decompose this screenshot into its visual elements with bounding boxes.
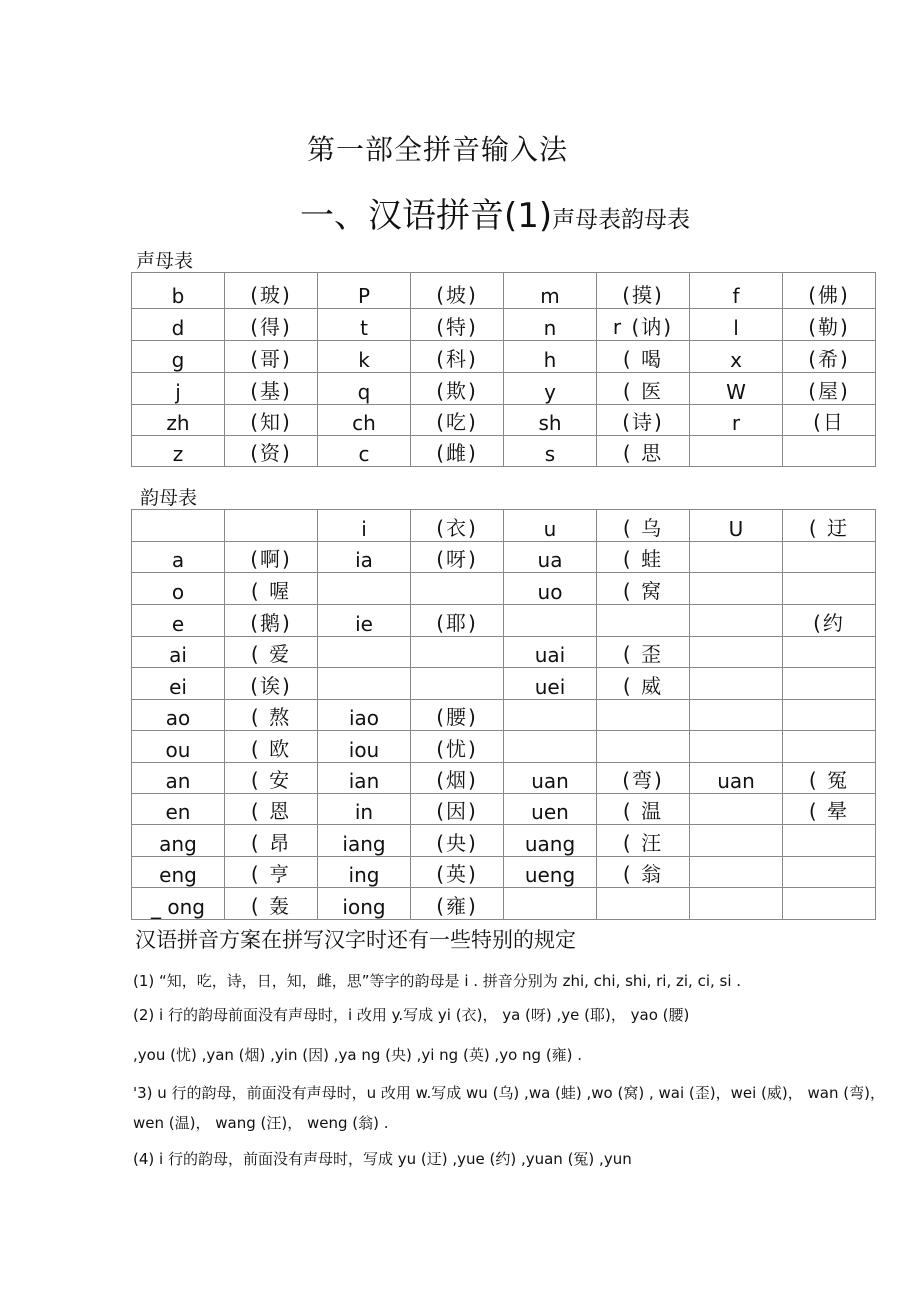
table-cell: (希)	[783, 341, 876, 373]
table-cell: ( 熬	[225, 700, 318, 731]
table-cell: ao	[132, 700, 225, 731]
table-cell	[225, 510, 318, 542]
table-row	[132, 573, 876, 605]
table-cell: (雍)	[411, 888, 504, 920]
table-cell: (玻)	[225, 273, 318, 309]
table-cell: (呀)	[411, 542, 504, 573]
table-cell: ( 喝	[597, 341, 690, 373]
table-cell: (科)	[411, 341, 504, 373]
initials-table	[131, 272, 876, 467]
table-cell: x	[690, 341, 783, 373]
rules-section	[133, 924, 893, 1176]
table-row	[132, 341, 876, 373]
rule-2-continued: ,you (忧) ,yan (烟) ,yin (因) ,ya ng (央) ,yi ng (英) ,yo ng (雍) .	[133, 1046, 583, 1064]
table-row	[132, 605, 876, 637]
table-cell: eng	[132, 857, 225, 888]
table-cell	[783, 731, 876, 763]
table-cell: (约	[783, 605, 876, 637]
table-cell: ( 迂	[783, 510, 876, 542]
table-cell: uo	[504, 573, 597, 605]
table-cell: (特)	[411, 309, 504, 341]
table-cell: h	[504, 341, 597, 373]
table-cell	[132, 510, 225, 542]
table-cell: f	[690, 273, 783, 309]
table-cell: k	[318, 341, 411, 373]
table-cell: iong	[318, 888, 411, 920]
table-cell: ( 翁	[597, 857, 690, 888]
table-cell: uan	[504, 763, 597, 794]
table-cell	[783, 436, 876, 467]
table-cell	[318, 637, 411, 668]
table-cell: o	[132, 573, 225, 605]
table-row	[132, 888, 876, 920]
table-cell: b	[132, 273, 225, 309]
table-cell: (弯)	[597, 763, 690, 794]
table-cell: (英)	[411, 857, 504, 888]
table-row	[132, 731, 876, 763]
table-cell	[783, 637, 876, 668]
table-cell: (屋)	[783, 373, 876, 405]
table-cell: ( 蛙	[597, 542, 690, 573]
table-cell: _ ong	[132, 888, 225, 920]
table-cell: ( 乌	[597, 510, 690, 542]
table-cell: ( 歪	[597, 637, 690, 668]
table-cell: (勒)	[783, 309, 876, 341]
table-cell: ie	[318, 605, 411, 637]
table-cell: ian	[318, 763, 411, 794]
table-cell: ( 窝	[597, 573, 690, 605]
table-cell: (忧)	[411, 731, 504, 763]
table-cell: ( 爱	[225, 637, 318, 668]
table-cell: y	[504, 373, 597, 405]
table-row	[132, 273, 876, 309]
table-row	[132, 405, 876, 436]
table-cell: (腰)	[411, 700, 504, 731]
finals-table-label: 韵母表	[140, 487, 198, 509]
table-cell: W	[690, 373, 783, 405]
table-cell	[783, 700, 876, 731]
table-cell: uai	[504, 637, 597, 668]
table-cell: (诶)	[225, 668, 318, 700]
table-cell: (坡)	[411, 273, 504, 309]
table-cell	[690, 436, 783, 467]
table-cell: ( 亨	[225, 857, 318, 888]
table-cell: (佛)	[783, 273, 876, 309]
table-cell	[690, 542, 783, 573]
table-cell: (央)	[411, 825, 504, 857]
page-title: 第一部全拼音输入法	[307, 133, 569, 166]
table-cell: g	[132, 341, 225, 373]
table-cell: a	[132, 542, 225, 573]
table-cell	[597, 700, 690, 731]
table-cell: (耶)	[411, 605, 504, 637]
table-cell	[783, 542, 876, 573]
table-row	[132, 700, 876, 731]
table-cell: l	[690, 309, 783, 341]
table-cell: (资)	[225, 436, 318, 467]
table-cell: ing	[318, 857, 411, 888]
table-cell: ( 汪	[597, 825, 690, 857]
table-cell: z	[132, 436, 225, 467]
table-cell	[597, 888, 690, 920]
table-cell: ei	[132, 668, 225, 700]
table-cell: (日	[783, 405, 876, 436]
table-row	[132, 825, 876, 857]
table-cell	[690, 731, 783, 763]
table-cell	[690, 825, 783, 857]
rules-title: 汉语拼音方案在拼写汉字时还有一些特别的规定	[135, 928, 576, 952]
table-row	[132, 637, 876, 668]
table-cell: (烟)	[411, 763, 504, 794]
table-cell	[783, 668, 876, 700]
table-cell: s	[504, 436, 597, 467]
rule-1: (1) “知，吃，诗，日，知，雌，思”等字的韵母是 i . 拼音分别为 zhi, chi, shi, ri, zi, ci, si .	[133, 972, 742, 990]
table-cell: ( 冤	[783, 763, 876, 794]
table-cell	[690, 794, 783, 825]
table-cell: u	[504, 510, 597, 542]
table-cell: (啊)	[225, 542, 318, 573]
initials-table-label: 声母表	[136, 250, 194, 272]
table-cell	[504, 888, 597, 920]
table-cell: uang	[504, 825, 597, 857]
table-row	[132, 794, 876, 825]
table-cell	[690, 605, 783, 637]
table-cell: j	[132, 373, 225, 405]
table-cell: (哥)	[225, 341, 318, 373]
table-cell	[504, 731, 597, 763]
table-cell: (知)	[225, 405, 318, 436]
table-cell: iang	[318, 825, 411, 857]
table-cell: ( 温	[597, 794, 690, 825]
table-cell	[504, 700, 597, 731]
table-cell: ueng	[504, 857, 597, 888]
table-cell: (诗)	[597, 405, 690, 436]
table-cell: ( 安	[225, 763, 318, 794]
table-cell: (因)	[411, 794, 504, 825]
table-cell: (雌)	[411, 436, 504, 467]
table-cell	[783, 825, 876, 857]
table-cell: ch	[318, 405, 411, 436]
table-cell: (基)	[225, 373, 318, 405]
table-cell: ua	[504, 542, 597, 573]
table-cell: ( 喔	[225, 573, 318, 605]
table-row	[132, 373, 876, 405]
table-cell: ( 威	[597, 668, 690, 700]
table-cell: uan	[690, 763, 783, 794]
table-cell: i	[318, 510, 411, 542]
table-cell	[597, 731, 690, 763]
table-cell: iou	[318, 731, 411, 763]
table-cell: n	[504, 309, 597, 341]
table-cell	[690, 700, 783, 731]
table-cell: ou	[132, 731, 225, 763]
table-cell: ia	[318, 542, 411, 573]
table-cell	[411, 573, 504, 605]
table-cell: ( 晕	[783, 794, 876, 825]
section-title-sub: 声母表韵母表	[552, 207, 691, 233]
table-cell: zh	[132, 405, 225, 436]
table-row	[132, 857, 876, 888]
table-cell: en	[132, 794, 225, 825]
rule-4: (4) i 行的韵母，前面没有声母时，写成 yu (迂) ,yue (约) ,yuan (冤) ,yun	[133, 1150, 632, 1168]
table-cell: ( 医	[597, 373, 690, 405]
table-row	[132, 763, 876, 794]
table-cell	[783, 888, 876, 920]
table-cell	[504, 605, 597, 637]
table-cell: ai	[132, 637, 225, 668]
table-cell: r	[690, 405, 783, 436]
table-cell: (鹅)	[225, 605, 318, 637]
table-cell: iao	[318, 700, 411, 731]
table-cell: sh	[504, 405, 597, 436]
table-cell	[318, 573, 411, 605]
table-cell: (衣)	[411, 510, 504, 542]
finals-table	[131, 509, 876, 920]
table-cell: ( 欧	[225, 731, 318, 763]
table-cell	[597, 605, 690, 637]
table-cell: r (讷)	[597, 309, 690, 341]
table-cell: ( 思	[597, 436, 690, 467]
rule-3: '3) u 行的韵母，前面没有声母时，u 改用 w.写成 wu (乌) ,wa (蛙) ,wo (窝) , wai (歪)，wei (威)， wan (弯)， wen (温)， wang (汪)， weng (翁) .	[133, 1084, 885, 1132]
table-cell: uen	[504, 794, 597, 825]
table-cell	[411, 668, 504, 700]
table-cell	[690, 573, 783, 605]
table-cell: d	[132, 309, 225, 341]
table-cell: (摸)	[597, 273, 690, 309]
section-title-main: 一、汉语拼音(1)	[300, 196, 553, 236]
table-cell: uei	[504, 668, 597, 700]
table-cell: in	[318, 794, 411, 825]
table-row	[132, 436, 876, 467]
table-cell	[783, 857, 876, 888]
table-cell: ( 恩	[225, 794, 318, 825]
table-cell	[783, 573, 876, 605]
table-cell	[690, 857, 783, 888]
table-cell: ( 昂	[225, 825, 318, 857]
rule-2: (2) i 行的韵母前面没有声母时，i 改用 y.写成 yi (衣)， ya (呀) ,ye (耶)， yao (腰)	[133, 1006, 690, 1024]
table-row	[132, 309, 876, 341]
table-row	[132, 542, 876, 573]
table-cell: ang	[132, 825, 225, 857]
table-cell: U	[690, 510, 783, 542]
table-cell: m	[504, 273, 597, 309]
table-cell: ( 轰	[225, 888, 318, 920]
table-cell: c	[318, 436, 411, 467]
table-cell: q	[318, 373, 411, 405]
table-row	[132, 510, 876, 542]
table-cell	[690, 888, 783, 920]
table-cell: P	[318, 273, 411, 309]
table-row	[132, 668, 876, 700]
table-cell	[318, 668, 411, 700]
table-cell: t	[318, 309, 411, 341]
table-cell: (欺)	[411, 373, 504, 405]
table-cell: (吃)	[411, 405, 504, 436]
table-cell: an	[132, 763, 225, 794]
table-cell: (得)	[225, 309, 318, 341]
table-cell	[411, 637, 504, 668]
table-cell	[690, 637, 783, 668]
section-title	[300, 188, 690, 237]
table-cell	[690, 668, 783, 700]
table-cell: e	[132, 605, 225, 637]
